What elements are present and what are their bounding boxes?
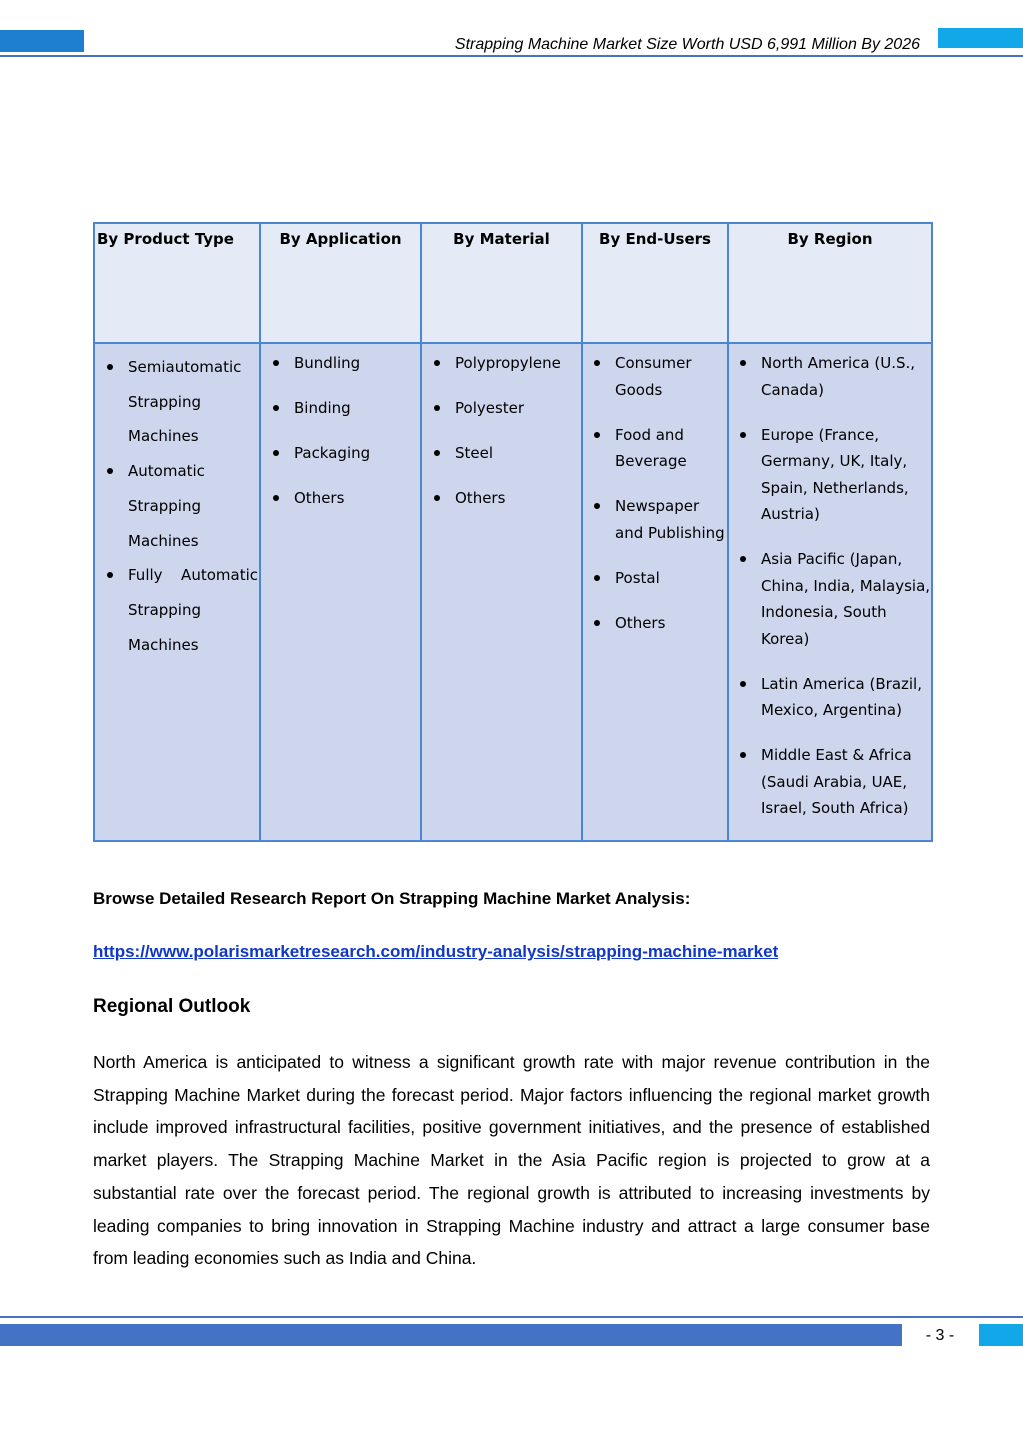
list-item: Steel bbox=[455, 440, 581, 467]
list-item: Binding bbox=[294, 395, 420, 422]
list-item: Asia Pacific (Japan, China, India, Malaysia, Indonesia, South Korea) bbox=[761, 546, 931, 652]
segmentation-table bbox=[93, 222, 933, 842]
table-body-row bbox=[94, 343, 932, 841]
table-header-row bbox=[94, 223, 932, 343]
browse-heading: Browse Detailed Research Report On Strapping Machine Market Analysis: bbox=[93, 889, 691, 908]
list-item: Others bbox=[455, 485, 581, 512]
footer-accent-right bbox=[979, 1324, 1023, 1346]
list-item: Others bbox=[294, 485, 420, 512]
report-link[interactable]: https://www.polarismarketresearch.com/industry-analysis/strapping-machine-market bbox=[93, 942, 779, 961]
list-item: Middle East & Africa (Saudi Arabia, UAE, Israel, South Africa) bbox=[761, 742, 931, 822]
list-item: Polypropylene bbox=[455, 350, 581, 377]
list-item: Fully Automatic Strapping Machines bbox=[128, 558, 258, 662]
region-cell bbox=[728, 343, 932, 841]
page-header-title: Strapping Machine Market Size Worth USD 6,991 Million By 2026 bbox=[454, 36, 920, 53]
list-item: Bundling bbox=[294, 350, 420, 377]
header-region: By Region bbox=[728, 223, 932, 343]
page-number: - 3 - bbox=[925, 1327, 955, 1344]
list-item: Others bbox=[615, 610, 727, 637]
list-item: Polyester bbox=[455, 395, 581, 422]
list-item: Europe (France, Germany, UK, Italy, Spain, Netherlands, Austria) bbox=[761, 422, 931, 528]
list-item: Packaging bbox=[294, 440, 420, 467]
list-item: Newspaper and Publishing bbox=[615, 493, 727, 546]
footer-bar bbox=[0, 1324, 902, 1346]
header-product-type: By Product Type bbox=[94, 223, 260, 343]
end-users-cell bbox=[582, 343, 728, 841]
list-item: Postal bbox=[615, 565, 727, 592]
product-type-cell bbox=[94, 343, 260, 841]
regional-outlook-paragraph: North America is anticipated to witness a significant growth rate with major revenue contribution in the Strapping Machine Market during the forecast period. Major factors influencing the regional market growth include improved infrastructural facilities, positive government initiatives, and the presence of established market players. The Strapping Machine Market in the Asia Pacific region is projected to grow at a substantial rate over the forecast period. The regional growth is attributed to increasing investments by leading companies to bring innovation in Strapping Machine industry and attract a large consumer base from leading economies such as India and China. bbox=[93, 1052, 930, 1269]
header-rule bbox=[0, 55, 1023, 57]
header-application: By Application bbox=[260, 223, 421, 343]
footer-rule bbox=[0, 1316, 1023, 1318]
list-item: Food and Beverage bbox=[615, 422, 727, 475]
material-cell bbox=[421, 343, 582, 841]
list-item: Latin America (Brazil, Mexico, Argentina) bbox=[761, 671, 931, 724]
list-item: North America (U.S., Canada) bbox=[761, 350, 931, 403]
header-accent-right bbox=[938, 28, 1023, 48]
list-item: Semiautomatic Strapping Machines bbox=[128, 350, 258, 454]
regional-outlook-heading: Regional Outlook bbox=[93, 996, 251, 1017]
list-item: Consumer Goods bbox=[615, 350, 727, 403]
header-accent-left bbox=[0, 30, 84, 52]
header-material: By Material bbox=[421, 223, 582, 343]
list-item: Automatic Strapping Machines bbox=[128, 454, 258, 558]
header-end-users: By End-Users bbox=[582, 223, 728, 343]
application-cell bbox=[260, 343, 421, 841]
